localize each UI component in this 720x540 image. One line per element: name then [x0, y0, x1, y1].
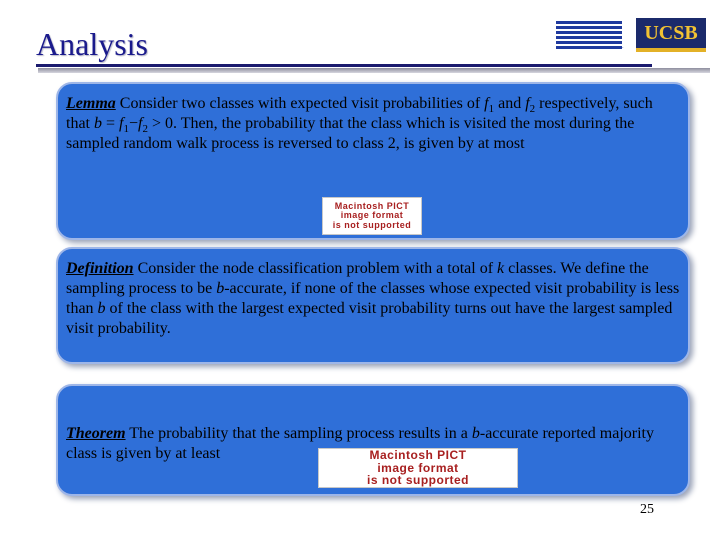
definition-text-part: -accurate, if none of the classes whose expected visit probability is less than [66, 280, 680, 317]
lemma-sub: 2 [529, 103, 536, 116]
theorem-var-b: b [471, 425, 480, 442]
lemma-var-f: f [119, 115, 124, 132]
lemma-var-f: f [138, 115, 143, 132]
lemma-term: Lemma [66, 95, 116, 112]
lemma-sub: 1 [488, 103, 495, 116]
lemma-text-part: Consider two classes with expected visit probabilities of [115, 95, 485, 112]
definition-box [56, 247, 690, 364]
placeholder-line: image format [340, 210, 404, 221]
lemma-text [66, 94, 680, 154]
page-number: 25 [640, 502, 654, 517]
lemma-text-part: and [494, 95, 526, 112]
definition-text-part: classes. We define the sampling process to be [66, 260, 649, 297]
theorem-text-part: -accurate reported majority class is given by at least [66, 425, 654, 462]
placeholder-line: Macintosh PICT [334, 200, 410, 211]
lemma-text-part: = [102, 115, 120, 132]
theorem-term: Theorem [66, 425, 126, 442]
definition-var-k: k [497, 260, 505, 277]
placeholder-line: is not supported [367, 473, 469, 488]
definition-term: Definition [66, 260, 134, 277]
lemma-var-f: f [525, 95, 530, 112]
lemma-text-part: − [128, 115, 139, 132]
definition-text-part: of the class with the largest expected visit probability turns out have the largest sampled visit probability. [66, 300, 673, 337]
slide-title: Analysis [36, 26, 148, 62]
lemma-text-part: respectively, such that [66, 95, 653, 132]
lemma-var-f: f [484, 95, 489, 112]
definition-var-b: b [216, 280, 225, 297]
definition-text-part: Consider the node classification problem with a total of [133, 260, 498, 277]
lemma-var-b: b [94, 115, 102, 132]
theorem-text-part: The probability that the sampling process results in a [125, 425, 472, 442]
definition-text [66, 259, 680, 339]
placeholder-line: image format [377, 460, 459, 475]
lemma-text-part: > 0. Then, the probability that the class which is visited the most during the sampled random walk process is reversed to class 2, is given by at most [66, 115, 635, 152]
title-underline [36, 64, 652, 67]
ucsb-logo: UCSB [636, 18, 706, 52]
lemma-sub: 2 [142, 123, 148, 136]
unsupported-image-placeholder [318, 448, 518, 488]
unsupported-image-placeholder [322, 197, 422, 235]
ibm-logo-mark: . [622, 44, 624, 50]
placeholder-line: is not supported [332, 219, 412, 230]
definition-var-b: b [97, 300, 106, 317]
ibm-logo [556, 21, 622, 49]
lemma-sub: 1 [123, 123, 129, 136]
placeholder-line: Macintosh PICT [369, 448, 467, 463]
title-underline-shadow [38, 68, 710, 73]
